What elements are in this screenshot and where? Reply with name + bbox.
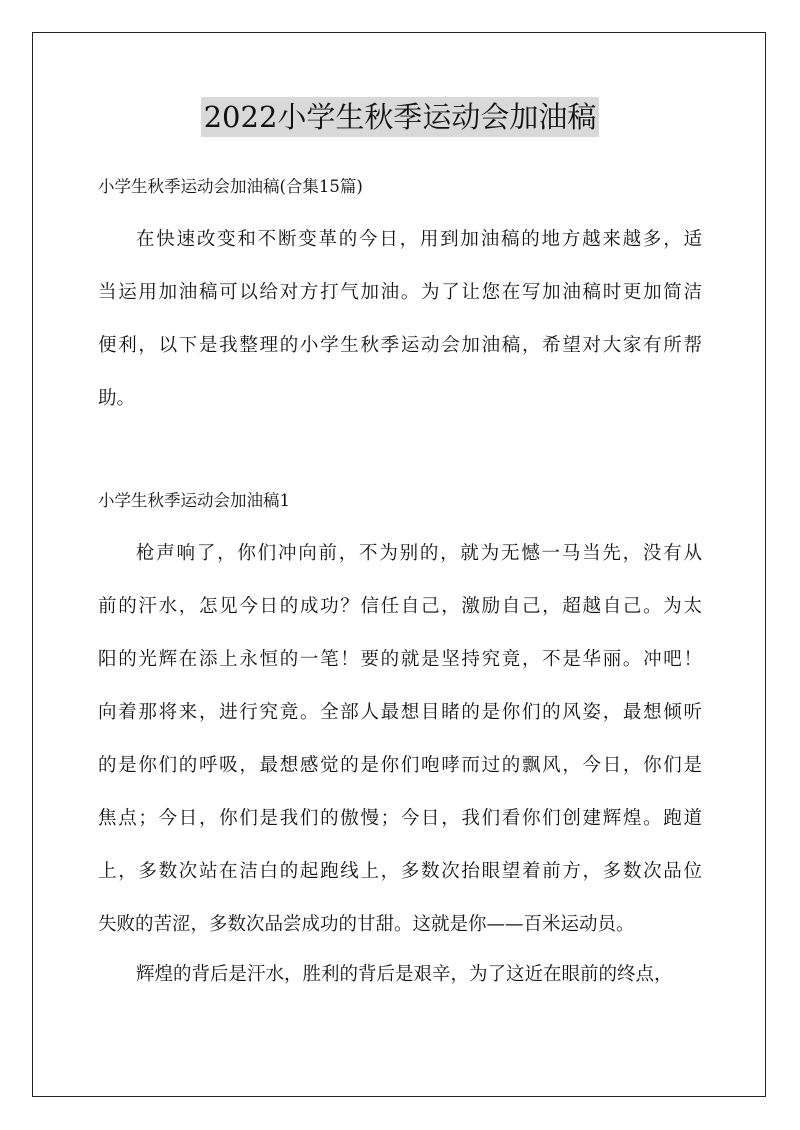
section-1-line-5: 的是你们的呼吸，最想感觉的是你们咆哮而过的飘风，今日，你们是 <box>98 755 702 776</box>
section-1-continuation <box>98 948 702 1001</box>
section-1-line-3: 阳的光辉在添上永恒的一笔！要的就是坚持究竟，不是华丽。冲吧！ <box>98 649 702 670</box>
page-title: 2022小学生秋季运动会加油稿 <box>201 97 600 137</box>
intro-line-4: 助。 <box>98 388 136 409</box>
collection-heading: 小学生秋季运动会加油稿(合集15篇) <box>98 177 363 196</box>
section-1-line-1: 枪声响了，你们冲向前，不为别的，就为无憾一马当先，没有从 <box>136 543 702 564</box>
section-1-line-7: 上，多数次站在洁白的起跑线上，多数次抬眼望着前方，多数次品位 <box>98 861 702 882</box>
section-1-line-4: 向着那将来，进行究竟。全部人最想目睹的是你们的风姿，最想倾听 <box>98 702 702 723</box>
intro-line-1: 在快速改变和不断变革的今日，用到加油稿的地方越来越多，适 <box>136 229 702 250</box>
section-1-line-8: 失败的苦涩，多数次品尝成功的甘甜。这就是你——百米运动员。 <box>98 914 635 935</box>
intro-paragraph <box>98 213 702 425</box>
section-1-paragraph <box>98 527 702 951</box>
intro-line-2: 当运用加油稿可以给对方打气加油。为了让您在写加油稿时更加简洁 <box>98 282 702 303</box>
title-block <box>0 97 800 137</box>
intro-line-3: 便利，以下是我整理的小学生秋季运动会加油稿，希望对大家有所帮 <box>98 335 702 356</box>
section-1-next-line: 辉煌的背后是汗水，胜利的背后是艰辛，为了这近在眼前的终点， <box>136 964 673 985</box>
section-1-heading: 小学生秋季运动会加油稿1 <box>98 491 290 510</box>
section-1-line-6: 焦点；今日，你们是我们的傲慢；今日，我们看你们创建辉煌。跑道 <box>98 808 702 829</box>
section-1-line-2: 前的汗水，怎见今日的成功？信任自己，激励自己，超越自己。为太 <box>98 596 702 617</box>
